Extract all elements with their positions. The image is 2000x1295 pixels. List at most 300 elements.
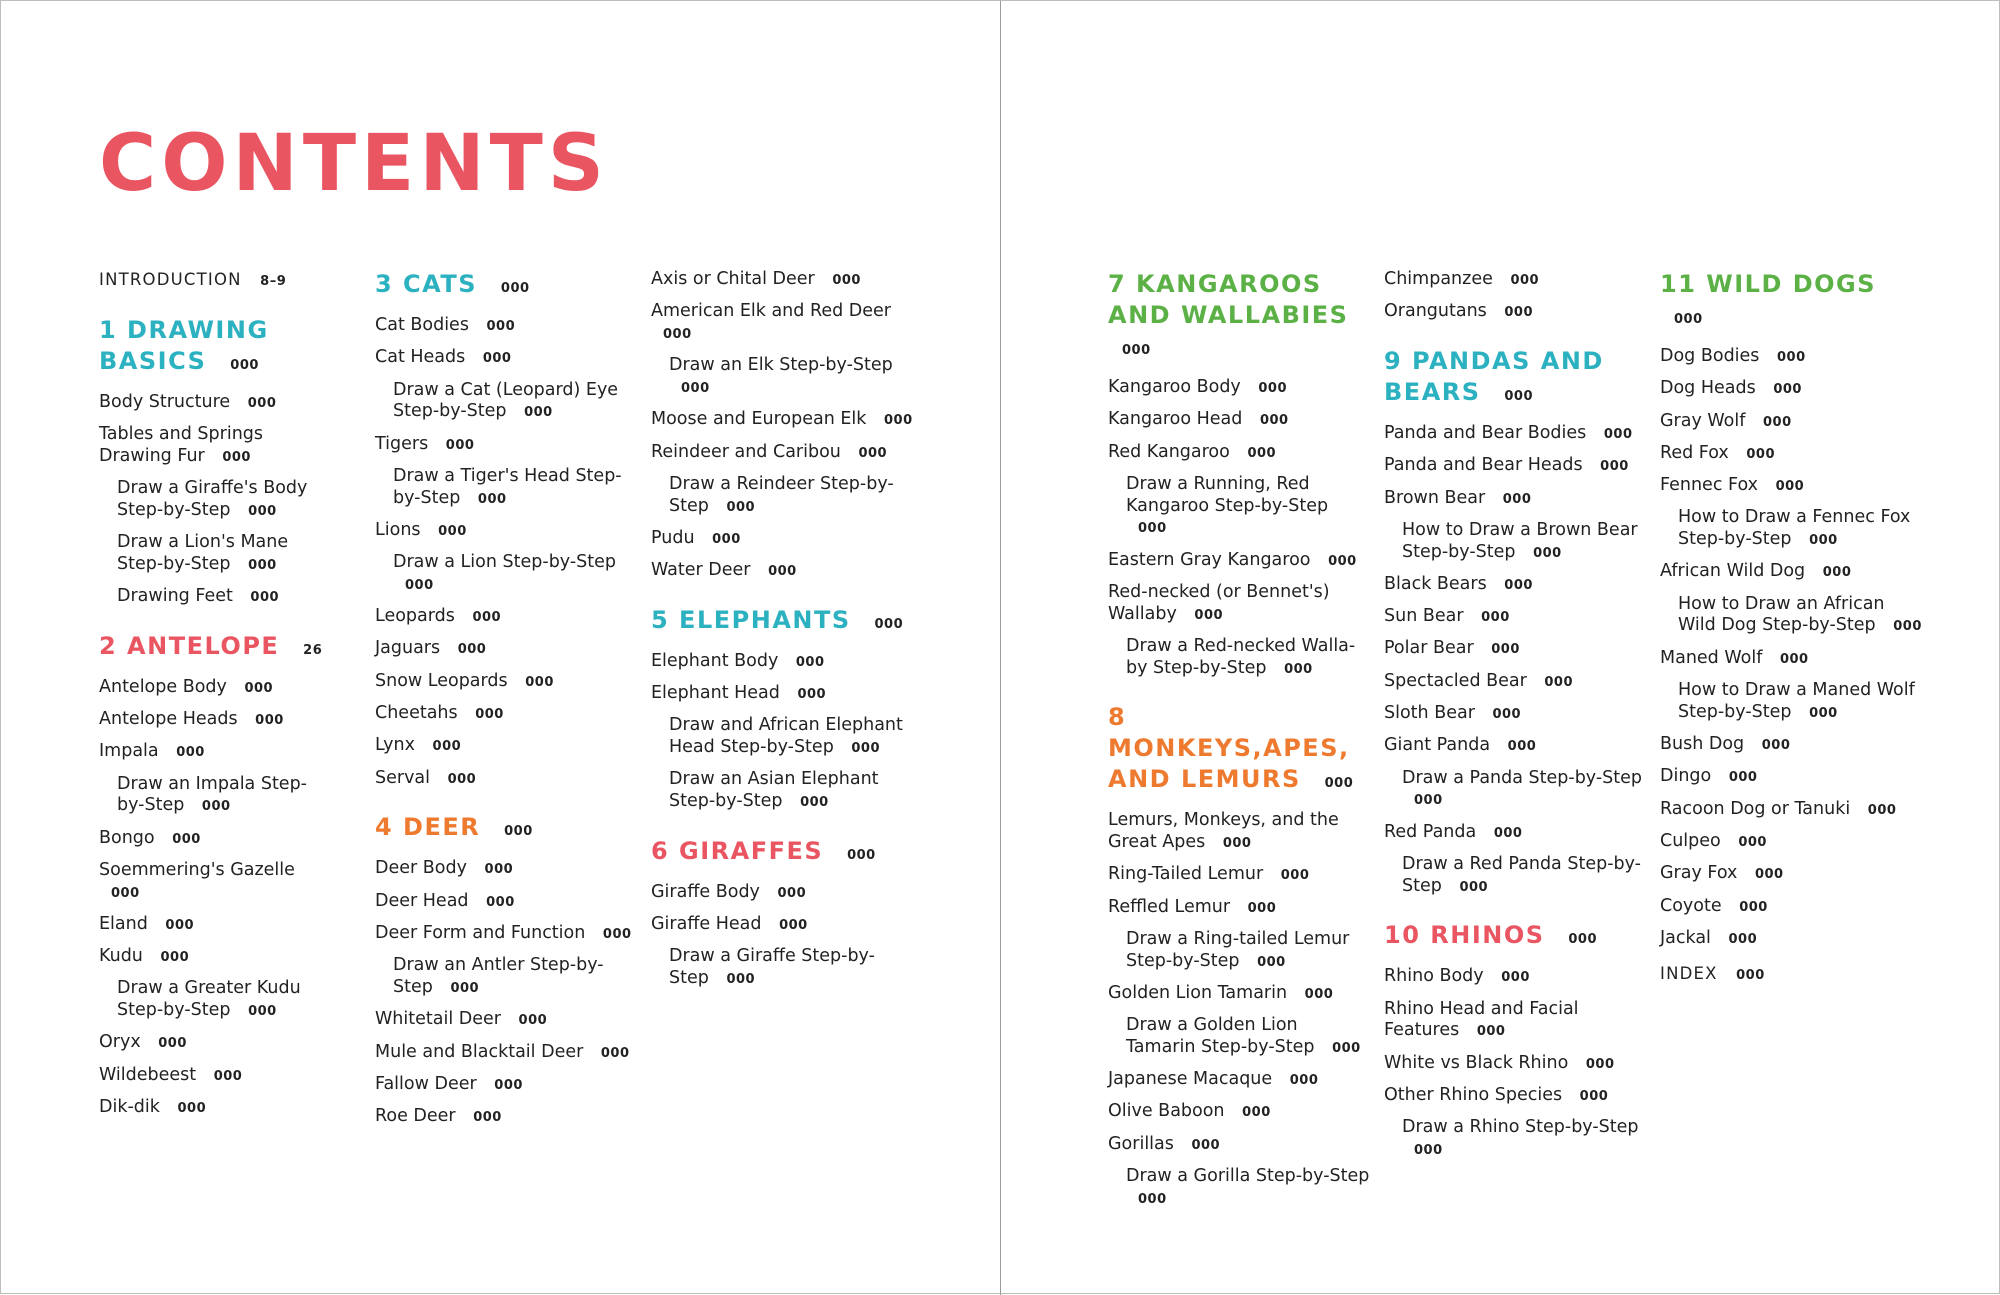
- page-number: 000: [1492, 707, 1522, 723]
- page-number: 000: [457, 642, 487, 658]
- toc-entry: [375, 703, 637, 726]
- toc-entry: [1108, 864, 1370, 887]
- page-number: 000: [201, 799, 231, 815]
- entry-title: Serval: [375, 767, 431, 788]
- toc-entry: [375, 315, 637, 338]
- entry-title: Draw a Ring-tailed Lemur Step-by-Step: [1126, 928, 1350, 971]
- page-number: 000: [1259, 413, 1289, 429]
- toc-subentry: [99, 978, 329, 1022]
- page-number: 000: [1481, 610, 1510, 626]
- page-number: 000: [600, 1045, 630, 1061]
- page-number: 000: [1194, 607, 1224, 623]
- page-number: 000: [1476, 1024, 1506, 1040]
- entry-title: Antelope Heads: [99, 709, 238, 729]
- toc-entry: [1108, 377, 1370, 400]
- toc-subentry: [1384, 1117, 1646, 1161]
- toc-entry: [1108, 810, 1370, 854]
- toc-entry: [1384, 301, 1646, 324]
- entry-title: 3 CATS: [375, 270, 478, 298]
- entry-title: Reindeer and Caribou: [651, 441, 841, 462]
- page-number: 000: [1257, 954, 1286, 970]
- entry-title: Draw a Gorilla Step-by-Step: [1126, 1166, 1370, 1187]
- toc-entry: [1384, 966, 1646, 989]
- entry-title: Axis or Chital Deer: [651, 269, 815, 289]
- toc-entry: [99, 828, 329, 851]
- page-number: 000: [432, 739, 462, 755]
- toc-entry: [651, 269, 913, 292]
- entry-title: Golden Lion Tamarin: [1108, 982, 1288, 1003]
- page-number: 000: [1822, 565, 1852, 581]
- page-number: 000: [176, 745, 205, 761]
- entry-title: Draw a Giraffe's Body Step-by-Step: [117, 478, 308, 520]
- entry-title: Red Kangaroo: [1108, 441, 1230, 462]
- page-number: 000: [1579, 1088, 1609, 1104]
- toc-entry: [1660, 561, 1922, 584]
- page-number: 000: [1867, 802, 1897, 818]
- entry-title: Draw and African Elephant Head Step-by-Step: [669, 715, 903, 758]
- toc-entry: [651, 409, 913, 432]
- page-number: 000: [1746, 446, 1775, 462]
- page-number: 000: [800, 795, 829, 811]
- entry-title: Rhino Body: [1384, 966, 1484, 987]
- page-number: 000: [1414, 793, 1443, 809]
- toc-column-5: [1384, 269, 1646, 1171]
- page-number: 000: [712, 531, 741, 547]
- entry-title: Chimpanzee: [1384, 269, 1493, 289]
- entry-title: Red Fox: [1660, 442, 1729, 463]
- entry-title: 2 ANTELOPE: [99, 631, 280, 660]
- page-number: 000: [832, 273, 861, 288]
- toc-entry: [1384, 574, 1646, 597]
- toc-entry: [1660, 411, 1922, 434]
- entry-title: Lynx: [375, 735, 415, 756]
- entry-title: Giant Panda: [1384, 735, 1491, 756]
- page-number: 000: [1258, 381, 1287, 396]
- entry-title: Eland: [99, 913, 148, 934]
- toc-entry: [1108, 983, 1370, 1006]
- toc-entry: [651, 882, 913, 905]
- page-number: 000: [1504, 577, 1533, 593]
- toc-entry: [375, 347, 637, 370]
- toc-entry: [375, 923, 637, 946]
- chapter-heading: [651, 836, 913, 871]
- toc-entry: [1384, 606, 1646, 629]
- toc-entry: [375, 735, 637, 758]
- entry-title: Water Deer: [651, 560, 751, 581]
- page-number: 8–9: [260, 274, 287, 289]
- page-number: 000: [438, 523, 467, 539]
- entry-title: Lemurs, Monkeys, and the Great Apes: [1108, 810, 1339, 852]
- toc-subentry: [651, 715, 913, 759]
- page-number: 000: [1763, 414, 1792, 430]
- chapter-heading: [1384, 920, 1646, 955]
- entry-title: Bongo: [99, 827, 155, 848]
- toc-entry: [651, 683, 913, 706]
- toc-subentry: [651, 946, 913, 990]
- toc-subentry: [99, 532, 329, 576]
- toc-subentry: [375, 466, 637, 510]
- entry-title: Orangutans: [1384, 301, 1487, 322]
- toc-subentry: [99, 774, 329, 818]
- toc-entry: [651, 651, 913, 674]
- page-number: 000: [482, 351, 512, 367]
- page-number: 000: [160, 950, 190, 966]
- chapter-heading: [1384, 346, 1646, 412]
- entry-title: Draw a Red Panda Step-by-Step: [1402, 853, 1641, 896]
- entry-title: Draw a Golden Lion Tamarin Step-by-Step: [1126, 1015, 1315, 1057]
- toc-subentry: [1384, 768, 1646, 812]
- page-number: 000: [858, 445, 888, 461]
- entry-title: Moose and European Elk: [651, 409, 867, 430]
- toc-entry: [1660, 378, 1922, 401]
- page-number: 000: [1502, 491, 1532, 507]
- page-number: 000: [797, 687, 827, 703]
- toc-subentry: [1108, 636, 1370, 680]
- page-number: 000: [1414, 1142, 1443, 1158]
- toc-subentry: [1108, 474, 1370, 540]
- page-number: 000: [1728, 931, 1758, 947]
- page-number: 000: [447, 771, 477, 787]
- toc-entry: [1660, 928, 1922, 951]
- entry-title: Elephant Head: [651, 683, 780, 704]
- toc-entry: [1108, 442, 1370, 465]
- toc-entry: [651, 442, 913, 465]
- chapter-heading: [375, 812, 637, 847]
- page-number: 000: [1773, 382, 1802, 398]
- toc-entry: [1384, 703, 1646, 726]
- entry-title: White vs Black Rhino: [1384, 1052, 1569, 1073]
- entry-title: American Elk and Red Deer: [651, 301, 891, 322]
- toc-entry: [1384, 488, 1646, 511]
- page-title: CONTENTS: [99, 119, 609, 209]
- page-number: 000: [248, 1004, 277, 1020]
- toc-entry: [1384, 1085, 1646, 1108]
- toc-entry: [1384, 671, 1646, 694]
- toc-entry: [99, 392, 329, 415]
- chapter-heading: [375, 269, 637, 304]
- toc-entry: [651, 914, 913, 937]
- entry-title: INTRODUCTION: [99, 270, 242, 289]
- toc-subentry: [99, 478, 329, 522]
- page-number: 000: [1504, 305, 1533, 321]
- toc-entry: [375, 1106, 637, 1129]
- entry-title: Deer Body: [375, 858, 467, 879]
- entry-title: Kangaroo Body: [1108, 377, 1241, 397]
- page-number: 000: [247, 395, 277, 411]
- toc-entry: [1660, 346, 1922, 369]
- entry-title: Dik-dik: [99, 1097, 160, 1118]
- toc-subentry: [99, 586, 329, 609]
- page-number: 000: [1332, 1040, 1361, 1056]
- toc-entry: [1384, 455, 1646, 478]
- page-number: 000: [1280, 868, 1310, 884]
- page-number: 000: [1459, 879, 1489, 895]
- entry-title: Gray Fox: [1660, 863, 1738, 884]
- toc-entry: [1660, 475, 1922, 498]
- page-number: 000: [213, 1068, 243, 1084]
- page-number: 000: [779, 918, 808, 934]
- page-number: 000: [255, 713, 284, 728]
- toc-entry: [1384, 999, 1646, 1043]
- page-number: 000: [248, 503, 277, 519]
- toc-column-4: [1108, 269, 1370, 1220]
- toc-entry: [1108, 582, 1370, 626]
- toc-entry: [375, 638, 637, 661]
- page-number: 000: [602, 926, 632, 942]
- entry-title: Whitetail Deer: [375, 1009, 501, 1030]
- entry-title: Roe Deer: [375, 1106, 456, 1127]
- entry-title: Draw a Lion Step-by-Step: [393, 552, 617, 573]
- entry-title: Wildebeest: [99, 1064, 197, 1085]
- entry-title: Draw a Red-necked Walla-by Step-by-Step: [1126, 635, 1356, 678]
- entry-title: Panda and Bear Bodies: [1384, 423, 1587, 443]
- entry-title: Other Rhino Species: [1384, 1084, 1563, 1105]
- page-number: 26: [303, 642, 323, 658]
- entry-title: How to Draw a Brown Bear Step-by-Step: [1402, 519, 1638, 562]
- page-number: 000: [1777, 350, 1806, 365]
- page-number: 000: [518, 1013, 548, 1029]
- page-number: 000: [1304, 986, 1334, 1002]
- entry-title: Giraffe Head: [651, 914, 762, 935]
- toc-entry: [1108, 897, 1370, 920]
- entry-title: Black Bears: [1384, 573, 1487, 594]
- entry-title: Rhino Head and Facial Features: [1384, 998, 1579, 1041]
- entry-title: 6 GIRAFFES: [651, 836, 824, 865]
- page-number: 000: [172, 831, 201, 847]
- entry-title: Fennec Fox: [1660, 475, 1758, 496]
- toc-entry: [99, 914, 329, 937]
- toc-entry: [1660, 896, 1922, 919]
- page-number: 000: [1603, 427, 1633, 442]
- page-number: 000: [874, 616, 904, 632]
- entry-title: Antelope Body: [99, 676, 227, 697]
- entry-title: Eastern Gray Kangaroo: [1108, 549, 1311, 570]
- entry-title: Ring-Tailed Lemur: [1108, 864, 1264, 885]
- toc-entry: [375, 1009, 637, 1032]
- toc-entry: [375, 858, 637, 881]
- page-number: 000: [486, 894, 515, 910]
- entry-title: Kudu: [99, 946, 143, 967]
- entry-title: Bush Dog: [1660, 734, 1745, 755]
- toc-subentry: [1660, 680, 1922, 724]
- toc-entry: [1384, 638, 1646, 661]
- toc-entry: [1660, 443, 1922, 466]
- page-number: 000: [851, 741, 881, 757]
- toc-column-6: [1660, 269, 1922, 996]
- toc-column-3: [651, 269, 913, 1000]
- page-number: 000: [524, 405, 553, 421]
- entry-title: Panda and Bear Heads: [1384, 455, 1583, 476]
- entry-title: Brown Bear: [1384, 487, 1486, 508]
- toc-section: [99, 269, 329, 293]
- toc-entry: [99, 677, 329, 700]
- entry-title: Polar Bear: [1384, 638, 1474, 659]
- page-number: 000: [1493, 825, 1523, 841]
- page-number: 000: [504, 824, 533, 840]
- toc-entry: [1660, 734, 1922, 757]
- toc-entry: [651, 301, 913, 345]
- page-number: 000: [1191, 1137, 1221, 1153]
- entry-title: Kangaroo Head: [1108, 409, 1243, 430]
- entry-title: Coyote: [1660, 895, 1722, 916]
- page-number: 000: [1728, 770, 1758, 786]
- page-number: 000: [1761, 738, 1791, 754]
- entry-title: Snow Leopards: [375, 670, 508, 691]
- entry-title: Draw a Greater Kudu Step-by-Step: [117, 978, 301, 1021]
- toc-entry: [1384, 1053, 1646, 1076]
- page-number: 000: [768, 564, 797, 580]
- page-number: 000: [1247, 900, 1277, 916]
- entry-title: Draw an Elk Step-by-Step: [669, 355, 893, 376]
- entry-title: How to Draw an African Wild Dog Step-by-Step: [1678, 593, 1885, 636]
- toc-entry: [1384, 822, 1646, 845]
- page-number: 000: [165, 917, 195, 933]
- entry-title: Tigers: [375, 433, 429, 454]
- page-number: 000: [250, 590, 280, 605]
- entry-title: Cheetahs: [375, 703, 458, 724]
- toc-entry: [99, 860, 329, 904]
- page-number: 000: [477, 491, 507, 507]
- page-number: 000: [1242, 1105, 1271, 1121]
- toc-entry: [1384, 735, 1646, 758]
- entry-title: Gorillas: [1108, 1133, 1174, 1154]
- toc-entry: [99, 946, 329, 969]
- entry-title: Draw a Giraffe Step-by-Step: [669, 946, 875, 989]
- page-number: 000: [473, 1110, 502, 1126]
- toc-entry: [651, 528, 913, 551]
- entry-title: Cat Heads: [375, 347, 466, 368]
- page-number: 000: [494, 1077, 523, 1093]
- page-number: 000: [450, 980, 480, 996]
- page-number: 000: [1809, 705, 1838, 721]
- entry-title: How to Draw a Maned Wolf Step-by-Step: [1678, 680, 1915, 722]
- toc-entry: [99, 709, 329, 732]
- page-number: 000: [111, 885, 140, 901]
- entry-title: Tables and Springs Drawing Fur: [99, 424, 264, 466]
- entry-title: INDEX: [1660, 963, 1718, 983]
- entry-title: Elephant Body: [651, 650, 779, 671]
- toc-entry: [375, 891, 637, 914]
- entry-title: Deer Form and Function: [375, 922, 586, 943]
- entry-title: Pudu: [651, 527, 695, 548]
- page-number: 000: [475, 707, 504, 723]
- page-number: 000: [1568, 932, 1598, 948]
- page-number: 000: [1533, 545, 1562, 561]
- entry-title: 9 PANDAS AND BEARS: [1384, 347, 1604, 406]
- entry-title: Leopards: [375, 606, 455, 627]
- entry-title: Jaguars: [375, 638, 441, 659]
- page-number: 000: [472, 610, 502, 626]
- entry-title: Deer Head: [375, 890, 469, 911]
- page-number: 000: [158, 1036, 187, 1052]
- entry-title: Mule and Blacktail Deer: [375, 1041, 584, 1062]
- entry-title: Draw a Reindeer Step-by-Step: [669, 473, 894, 516]
- entry-title: Body Structure: [99, 391, 231, 412]
- entry-title: Olive Baboon: [1108, 1101, 1225, 1122]
- toc-subentry: [1108, 1166, 1370, 1210]
- entry-title: Fallow Deer: [375, 1073, 477, 1094]
- toc-subentry: [1108, 929, 1370, 973]
- page-number: 000: [795, 654, 825, 670]
- toc-subentry: [1108, 1015, 1370, 1059]
- toc-entry: [1384, 423, 1646, 446]
- entry-title: Spectacled Bear: [1384, 670, 1527, 691]
- entry-title: Gray Wolf: [1660, 410, 1746, 431]
- page-number: 000: [777, 885, 807, 901]
- page-number: 000: [726, 499, 756, 515]
- entry-title: Draw a Running, Red Kangaroo Step-by-Step: [1126, 473, 1329, 516]
- toc-subentry: [375, 955, 637, 999]
- page-gutter: [1000, 1, 1001, 1295]
- page-number: 000: [847, 847, 876, 863]
- chapter-heading: [651, 605, 913, 640]
- entry-title: 11 WILD DOGS: [1660, 270, 1877, 298]
- page-number: 000: [484, 862, 514, 878]
- page-number: 000: [1510, 273, 1540, 288]
- entry-title: Lions: [375, 519, 421, 540]
- entry-title: 4 DEER: [375, 813, 481, 842]
- toc-entry: [1660, 648, 1922, 671]
- toc-subentry: [1384, 854, 1646, 898]
- chapter-heading: [1108, 702, 1370, 799]
- toc-subentry: [1660, 507, 1922, 551]
- page-number: 000: [1809, 533, 1838, 549]
- entry-title: 5 ELEPHANTS: [651, 605, 851, 634]
- toc-entry: [1108, 550, 1370, 573]
- page-number: 000: [1893, 619, 1922, 635]
- entry-title: Dog Heads: [1660, 378, 1756, 399]
- toc-subentry: [651, 355, 913, 399]
- page-number: 000: [525, 674, 554, 690]
- page-number: 000: [1600, 459, 1629, 475]
- toc-subentry: [651, 474, 913, 518]
- page-number: 000: [244, 680, 274, 696]
- entry-title: 1 DRAWING BASICS: [99, 315, 269, 375]
- toc-entry: [375, 520, 637, 543]
- page-number: 000: [726, 972, 756, 988]
- toc-entry: [1108, 409, 1370, 432]
- toc-entry: [375, 434, 637, 457]
- entry-title: How to Draw a Fennec Fox Step-by-Step: [1678, 507, 1911, 550]
- toc-entry: [375, 768, 637, 791]
- page-number: 000: [1328, 553, 1357, 569]
- entry-title: African Wild Dog: [1660, 561, 1806, 582]
- entry-title: Japanese Macaque: [1108, 1069, 1273, 1090]
- entry-title: 8 MONKEYS,APES, AND LEMURS: [1108, 703, 1350, 794]
- entry-title: Sloth Bear: [1384, 703, 1475, 724]
- entry-title: Draw a Cat (Leopard) Eye Step-by-Step: [393, 379, 619, 422]
- toc-entry: [1660, 831, 1922, 854]
- page-number: 000: [1504, 389, 1534, 404]
- entry-title: Oryx: [99, 1032, 141, 1053]
- toc-column-2: [375, 269, 637, 1138]
- toc-entry: [99, 1097, 329, 1120]
- page-number: 000: [405, 577, 434, 593]
- page-number: 000: [1585, 1056, 1615, 1072]
- toc-subentry: [375, 552, 637, 596]
- page-number: 000: [1491, 642, 1520, 658]
- chapter-heading: [99, 631, 329, 666]
- page-number: 000: [1779, 651, 1809, 667]
- toc-entry: [1660, 799, 1922, 822]
- entry-title: Draw a Rhino Step-by-Step: [1402, 1117, 1639, 1138]
- entry-title: 7 KANGAROOS AND WALLABIES: [1108, 270, 1349, 329]
- page-number: 000: [248, 557, 277, 573]
- chapter-heading: [99, 315, 329, 381]
- toc-subentry: [375, 380, 637, 424]
- entry-title: Dog Bodies: [1660, 346, 1760, 366]
- entry-title: Soemmering's Gazelle: [99, 859, 295, 880]
